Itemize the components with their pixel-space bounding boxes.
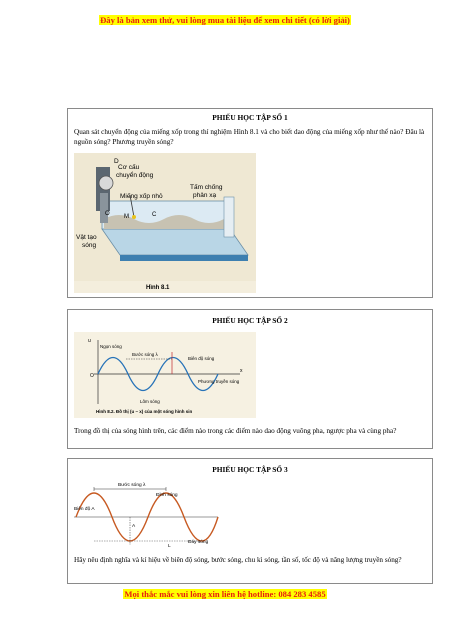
crest-label: Đỉnh sóng — [156, 493, 178, 498]
worksheet-2-title: PHIẾU HỌC TẬP SỐ 2 — [212, 316, 288, 325]
worksheet-3 — [67, 458, 433, 584]
worksheet-3-title: PHIẾU HỌC TẬP SỐ 3 — [212, 465, 288, 474]
u-axis-label: u — [88, 338, 91, 344]
label-mechanism-2: chuyển động — [116, 172, 154, 179]
figure-8-1 — [74, 153, 256, 293]
direction-label: Phương truyền sóng — [198, 379, 240, 384]
figure-8-2 — [74, 332, 256, 418]
l-label: L — [168, 544, 171, 549]
figure-caption: Hình 8.1 — [146, 285, 170, 291]
amplitude-label: Biên độ A — [74, 507, 95, 512]
wavelength-label: Bước sóng λ — [132, 352, 158, 357]
worksheet-2 — [67, 309, 433, 449]
worksheet-1-question: Quan sát chuyển động của miếng xốp trong thí nghiệm Hình 8.1 và cho biết dao động của miếng xốp như thế nào? Đâu là nguồn sóng? Phương truyền sóng? — [74, 128, 425, 146]
preview-notice: Đây là bản xem thử, vui lòng mua tài liệu để xem chi tiết (có lời giải) — [100, 15, 350, 25]
origin-label: O — [90, 373, 94, 379]
label-d: D — [114, 158, 119, 165]
label-o: O — [105, 211, 110, 217]
label-plate-2: phản xạ — [193, 192, 217, 199]
figure-caption: Hình 8.2. Đồ thị (u – x) của một sóng hình sin — [96, 409, 193, 414]
worksheet-2-question: Trong đồ thị của sóng hình trên, các điểm nào trong các điểm nào dao động vuông pha, ngược pha và cùng pha? — [74, 427, 397, 435]
worksheet-3-question: Hãy nêu định nghĩa và kí hiệu về biên độ sóng, bước sóng, chu kì sóng, tần số, tốc độ và năng lượng truyền sóng? — [74, 556, 402, 564]
label-foam: Miếng xốp nhỏ — [120, 193, 163, 200]
x-axis-label: x — [240, 368, 243, 374]
label-plate-1: Tấm chống — [190, 184, 223, 191]
wavelength-label: Bước sóng λ — [118, 483, 146, 488]
worksheet-1 — [67, 108, 433, 298]
label-mechanism-1: Cơ cấu — [118, 164, 140, 171]
worksheet-1-title: PHIẾU HỌC TẬP SỐ 1 — [212, 113, 288, 122]
label-m: M — [124, 214, 129, 220]
label-source-2: sóng — [82, 242, 97, 249]
hotline-notice: Mọi thắc mắc vui lòng xin liên hệ hotline: 084 283 4585 — [124, 589, 326, 599]
trough-label: Lõm sóng — [140, 399, 160, 404]
label-c: C — [152, 212, 157, 218]
amplitude-label: Biên độ sóng — [188, 356, 215, 361]
a-label: A — [132, 524, 136, 529]
label-source-1: Vật tạo — [76, 234, 97, 241]
figure-wave-3 — [74, 479, 224, 551]
crest-label: Ngọn sóng — [100, 344, 122, 349]
trough-label: Đáy sóng — [188, 540, 209, 545]
